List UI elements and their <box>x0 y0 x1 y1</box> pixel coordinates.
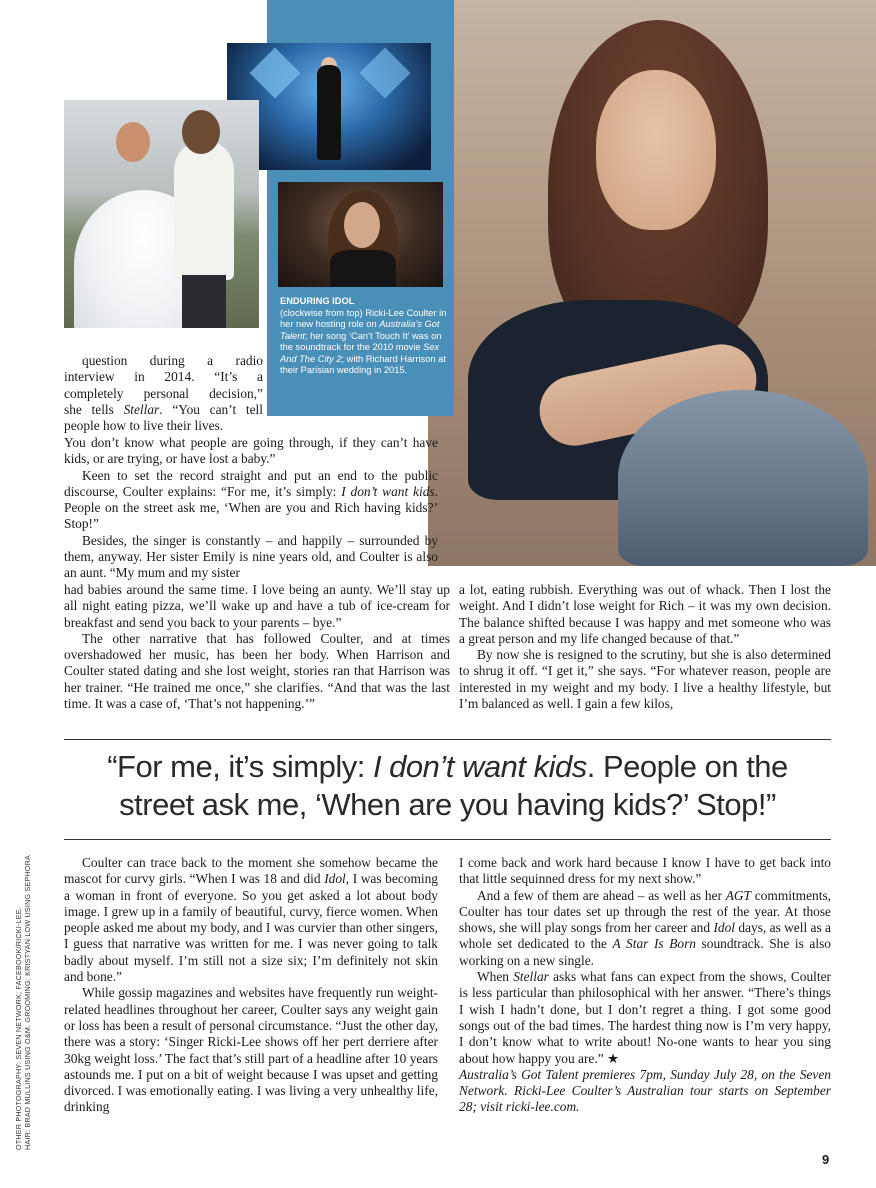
pullquote <box>64 748 831 824</box>
paragraph: While gossip magazines and websites have frequently run weight-related headlines throughout her career, Coulter says any weight gain or loss has been a result of personal circumstance. “Just the other day, there was a story: ‘Singer Ricki-Lee shows off her pert derriere after 30kg weight loss.’ The fact that’s still part of a headline after 10 years astounds me. I put on a bit of weight because I was upset and getting divorced. I was emotionally eating. I was living a very unhealthy life, drinking <box>64 985 438 1115</box>
caption-show-title: Australia’s Got Talent <box>280 319 440 341</box>
text-line: people how to live their lives. <box>64 418 224 434</box>
caption-text: ; with Richard Harrison at their Parisian wedding in 2015. <box>280 353 446 375</box>
caption-heading: ENDURING IDOL <box>280 296 355 306</box>
page-number: 9 <box>822 1152 830 1167</box>
paragraph <box>459 969 831 1067</box>
article-column-1-bottom <box>64 855 438 1116</box>
text: When <box>477 969 514 985</box>
end-star-icon: ★ <box>607 1050 620 1066</box>
pullquote-text: street ask me, ‘When are you having kids?’ Stop!” <box>119 787 776 822</box>
pullquote-italic: I don’t want kids <box>372 749 587 784</box>
credit-line: OTHER PHOTOGRAPHY: SEVEN NETWORK; FACEBOOK/RICKI-LEE. <box>14 907 23 1150</box>
pullquote-text: “For me, it’s simply: <box>107 749 373 784</box>
show-title: AGT <box>725 887 752 903</box>
footer-note: Australia’s Got Talent premieres 7pm, Sunday July 28, on the Seven Network. Ricki-Lee Coulter’s Australian tour starts on September 28; visit ricki-lee.com. <box>459 1066 831 1115</box>
show-title: Idol <box>324 871 346 887</box>
article-column-2-bottom <box>459 855 831 1116</box>
pullquote-top-rule <box>64 739 831 740</box>
text-line: question during a radio <box>82 353 263 368</box>
caption-text: ; her song ‘Can’t Touch It’ was on the soundtrack for the 2010 movie <box>280 330 442 352</box>
music-video-photo <box>278 182 443 287</box>
paragraph: had babies around the same time. I love being an aunty. We’ll stay up all night eating pizza, we’ll wake up and have a tub of ice-cream for breakfast and send you back to your parents – bye.” <box>64 582 450 630</box>
magazine-name: Stellar <box>513 969 549 985</box>
text: And a few of them are ahead – as well as her <box>477 887 726 903</box>
article-column-1-wide <box>64 582 450 712</box>
paragraph: Besides, the singer is constantly – and happily – surrounded by them, anyway. Her sister Emily is nine years old, and Coulter is also an aunt. “My mum and my sister <box>64 532 438 581</box>
paragraph: You don’t know what people are going through, if they can’t have kids, or are trying, or have lost a baby.” <box>64 435 438 467</box>
text: , I was becoming a woman in front of everyone. So you get asked a lot about body image. I grew up in a family of beautiful, curvy, fierce women. When people asked me about my body, and I was curvier than other singers, I guess that narrative was written for me. I was never going to talk badly about myself. I’m still not a size six; I’m definitely not skin and bone.” <box>64 871 438 985</box>
credit-line: HAIR: BRAD MULLINS USING O&M. GROOMING: KRISTYAN LOW USING SEPHORA <box>23 854 32 1150</box>
text: days, as well as a whole set dedicated to the <box>459 920 831 952</box>
pullquote-bottom-rule <box>64 839 831 840</box>
paragraph <box>64 855 438 985</box>
photo-credit <box>14 790 32 1150</box>
wedding-photo <box>64 100 259 328</box>
paragraph: a lot, eating rubbish. Everything was out of whack. Then I lost the weight. And I didn’t lose weight for Rich – it was my own decision. The balance shifted because I was happy and met someone who was a great person and my life changed because of that.” <box>459 582 831 646</box>
paragraph <box>64 468 438 533</box>
text-line: she tells <box>64 401 124 417</box>
text: commitments, Coulter has tour dates set up through the rest of the year. At those shows, she will play songs from her career and <box>459 887 832 936</box>
text: Keen to set the record straight and put an end to the public discourse, Coulter explains: “For me, it’s simply: <box>64 467 438 499</box>
paragraph: The other narrative that has followed Coulter, and at times overshadowed her music, has been her body. When Harrison and Coulter stated dating and she lost weight, stories ran that Harrison was her trainer. “He trained me once,” she clarifies. “And that was the last time. It was a case of, ‘That’s not happening.’” <box>64 630 450 712</box>
pullquote-text: . People on the <box>586 749 788 784</box>
text: asks what fans can expect from the shows, Coulter is less particular than philosophical with her answer. “There’s things I wish I hadn’t done, but I don’t regret a thing. I got some good songs out of the bad times. The hardest thing now is I’m very happy, I don’t know what to write about! No-one wants to hear you sing about how happy you are.” <box>459 969 832 1066</box>
paragraph: I come back and work hard because I know I have to get back into that little sequinned dress for my next show.” <box>459 855 831 887</box>
magazine-name: Stellar <box>123 401 160 417</box>
film-title: A Star Is Born <box>612 936 696 952</box>
caption-movie-title: Sex And The City 2 <box>280 342 440 364</box>
paragraph: By now she is resigned to the scrutiny, but she is also determined to shrug it off. “I get it,” she says. “For whatever reason, people are interested in my weight and my body. I live a healthy lifestyle, but I’m balanced as well. I gain a few kilos, <box>459 647 831 712</box>
text-line: . “You can’t tell <box>159 401 263 417</box>
paragraph <box>459 888 831 969</box>
article-column-1-top-narrow <box>64 353 263 434</box>
text: soundtrack. She is also working on a new single. <box>459 936 831 968</box>
text-italic: I don’t want kids <box>341 483 435 499</box>
photo-caption <box>280 296 448 377</box>
article-column-2-top <box>459 582 831 712</box>
show-title: Idol <box>713 920 736 936</box>
main-portrait-photo <box>428 0 876 566</box>
article-column-1-top <box>64 435 438 582</box>
caption-text: (clockwise from top) Ricki-Lee Coulter in her new hosting role on <box>280 307 447 329</box>
text: Coulter can trace back to the moment she somehow became the mascot for curvy girls. “When I was 18 and did <box>64 855 438 887</box>
text-line: completely personal decision,” <box>64 385 263 401</box>
text: . People on the street ask me, ‘When are you and Rich having kids?’ Stop!” <box>64 483 438 532</box>
text-line: interview in 2014. “It’s a <box>64 369 263 385</box>
